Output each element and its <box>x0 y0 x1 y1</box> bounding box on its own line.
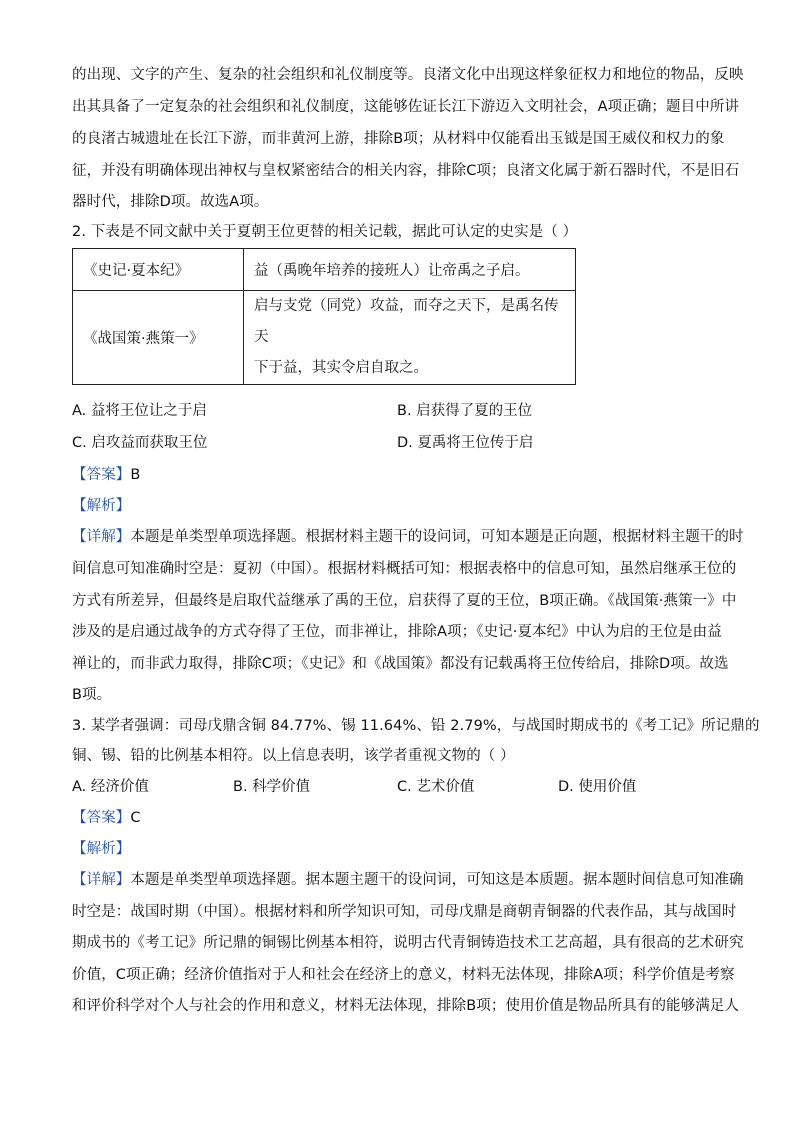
answer-tag: 【答案】 <box>72 810 131 826</box>
q3-analysis-heading <box>72 840 722 858</box>
q2-analysis-heading <box>72 497 722 515</box>
q3-option-b: B. 科学价值 <box>233 779 311 795</box>
q3-detail-line: 时空是：战国时期（中国）。根据材料和所学知识可知，司母戊鼎是商朝青铜器的代表作品，其与战国时 <box>72 904 737 920</box>
q3-option-d: D. 使用价值 <box>558 779 637 795</box>
q1-analysis-line: 的出现、文字的产生、复杂的社会组织和礼仪制度等。良渚文化中出现这样象征权力和地位的物品，反映 <box>72 67 744 83</box>
q3-detail-line: 和评价科学对个人与社会的作用和意义，材料无法体现，排除B项；使用价值是物品所具有的能够满足人 <box>72 998 740 1014</box>
q3-detail-line <box>72 871 744 889</box>
q2-stem: 2. 下表是不同文献中关于夏朝王位更替的相关记载，据此可认定的史实是（ ） <box>72 224 578 240</box>
q3-option-c: C. 艺术价值 <box>397 779 475 795</box>
analysis-tag: 【解析】 <box>72 498 131 514</box>
q3-detail-text: 本题是单类型单项选择题。据本题主题干的设问词，可知这是本质题。据本题时间信息可知准确 <box>130 872 744 888</box>
q2-detail-line: 涉及的是启通过战争的方式夺得了王位，而非禅让，排除A项；《史记·夏本纪》中认为启的王位是由益 <box>72 624 722 640</box>
answer-value: C <box>130 810 141 826</box>
analysis-tag: 【解析】 <box>72 841 131 857</box>
q3-detail-line: 价值，C项正确；经济价值指对于人和社会在经济上的意义，材料无法体现，排除A项；科学价值是考察 <box>72 967 735 983</box>
detail-tag: 【详解】 <box>72 529 131 545</box>
q1-analysis-line: 的良渚古城遗址在长江下游，而非黄河上游，排除B项；从材料中仅能看出玉钺是国王威仪和权力的象 <box>72 131 725 147</box>
q3-option-a: A. 经济价值 <box>72 779 149 795</box>
q1-analysis-line: 器时代，排除D项。故选A项。 <box>72 194 269 210</box>
table-cell-source: 《战国策·燕策一》 <box>73 291 244 385</box>
answer-value: B <box>130 467 141 483</box>
q2-option-a: A. 益将王位让之于启 <box>72 403 207 419</box>
q3-stem-line: 铜、锡、铅的比例基本相符。以上信息表明，该学者重视文物的（ ） <box>72 748 515 764</box>
detail-tag: 【详解】 <box>72 872 131 888</box>
q2-option-b: B. 启获得了夏的王位 <box>397 403 533 419</box>
q2-detail-line: 间信息可知准确时空是：夏初（中国）。根据材料概括可知：根据表格中的信息可知，虽然启继承王位的 <box>72 561 737 577</box>
q2-option-c: C. 启攻益而获取王位 <box>72 435 208 451</box>
q1-analysis-line: 出其具备了一定复杂的社会组织和礼仪制度，这能够佐证长江下游迈入文明社会，A项正确；题目中所讲 <box>72 99 740 115</box>
q2-detail-line: 方式有所差异，但最终是启取代益继承了禹的王位，启获得了夏的王位，B项正确。《战国策·燕策一》中 <box>72 593 737 609</box>
table-cell-content <box>244 291 576 385</box>
q2-detail-line <box>72 528 744 546</box>
table-cell-line: 下于益，其实令启自取之。 <box>254 360 428 376</box>
q2-option-d: D. 夏禹将王位传于启 <box>397 435 534 451</box>
q2-detail-text: 本题是单类型单项选择题。根据材料主题干的设问词，可知本题是正向题，根据材料主题干的时 <box>130 529 744 545</box>
table-cell-source: 《史记·夏本纪》 <box>73 249 244 291</box>
q2-answer <box>72 466 722 484</box>
table-cell-content <box>244 249 576 291</box>
table-row <box>73 291 576 385</box>
q2-source-table <box>72 248 576 385</box>
q1-analysis-line: 征，并没有明确体现出神权与皇权紧密结合的相关内容，排除C项；良渚文化属于新石器时代，不是旧石 <box>72 163 740 179</box>
answer-tag: 【答案】 <box>72 467 131 483</box>
q3-answer <box>72 809 722 827</box>
q2-detail-line: B项。 <box>72 687 112 703</box>
table-cell-line: 益（禹晚年培养的接班人）让帝禹之子启。 <box>254 263 530 279</box>
table-row <box>73 249 576 291</box>
q2-detail-line: 禅让的，而非武力取得，排除C项；《史记》和《战国策》都没有记载禹将王位传给启，排除D项。故选 <box>72 656 729 672</box>
q3-stem-line: 3. 某学者强调：司母戊鼎含铜 84.77%、锡 11.64%、铅 2.79%，与战国时期成书的《考工记》所记鼎的 <box>72 718 760 734</box>
q3-detail-line: 期成书的《考工记》所记鼎的铜锡比例基本相符，说明古代青铜铸造技术工艺高超，具有很高的艺术研究 <box>72 935 744 951</box>
table-cell-line: 启与支党（同党）攻益，而夺之天下，是禹名传天 <box>254 298 559 345</box>
